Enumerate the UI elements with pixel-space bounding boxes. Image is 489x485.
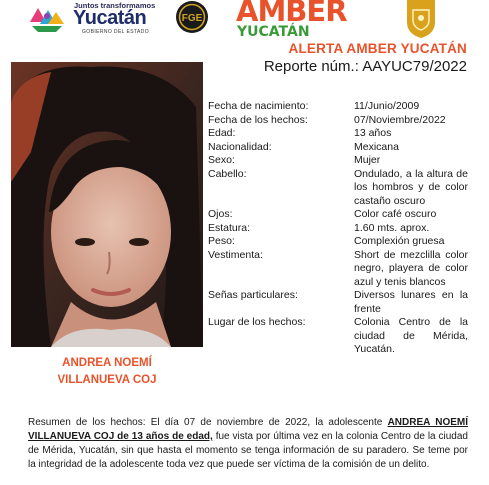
amber-logo-sub: YUCATÁN	[237, 24, 310, 40]
fact-label: Fecha de los hechos:	[208, 113, 308, 126]
fge-label: FGE	[181, 13, 203, 24]
gov-subtitle: GOBIERNO DEL ESTADO	[82, 29, 150, 35]
fact-value: 07/Noviembre/2022	[354, 113, 446, 126]
missing-person-photo	[11, 62, 203, 347]
fact-value: Ondulado, a la altura de los hombros y de color castaño oscuro	[354, 167, 468, 207]
missing-person-name	[11, 355, 203, 389]
header	[0, 0, 489, 40]
summary-highlight: ANDREA NOEMÍ VILLANUEVA COJ de 13 años de edad,	[28, 417, 468, 442]
fact-value: 13 años	[354, 127, 392, 139]
fact-value: Short de mezclilla color negro, playera de color azul y tenis blancos	[354, 248, 468, 288]
fact-row-event-date	[208, 114, 470, 128]
fact-row-weight	[208, 235, 470, 249]
fact-row-height	[208, 222, 470, 236]
portrait-image	[11, 62, 203, 347]
yucatan-logo-mark-icon	[26, 2, 68, 34]
fact-label: Señas particulares:	[208, 289, 298, 301]
amber-logo-word: AMBER	[236, 0, 347, 28]
fact-label: Edad:	[208, 127, 236, 139]
name-line-2: VILLANUEVA COJ	[57, 374, 157, 386]
summary-text-2: fue vista por última vez en la colonia Centro de la ciudad de Mérida, Yucatán, sin que hasta el momento se tenga información de su paradero. Se teme por la integridad de la adolescente toda vez que puede ser víctima de la comisión de un delito.	[28, 431, 468, 470]
fact-label: Ojos:	[208, 208, 233, 220]
fact-value: 1.60 mts. aprox.	[354, 221, 430, 234]
fact-label: Vestimenta:	[208, 248, 263, 261]
fact-label: Peso:	[208, 235, 235, 247]
amber-alert-logo	[233, 0, 347, 42]
fact-value: Color café oscuro	[354, 208, 437, 220]
fact-label: Estatura:	[208, 221, 251, 234]
fact-row-clothing	[208, 249, 470, 290]
alert-title: ALERTA AMBER YUCATÁN	[288, 41, 467, 56]
summary-paragraph	[28, 416, 468, 472]
fge-seal-icon	[172, 0, 212, 34]
gov-tagline: Juntos transformamos	[74, 1, 156, 10]
fact-value: 11/Junio/2009	[354, 100, 420, 112]
fact-row-eyes	[208, 208, 470, 222]
fact-value: Mexicana	[354, 140, 399, 153]
fact-row-nationality	[208, 141, 470, 155]
fact-row-hair	[208, 168, 470, 209]
summary-lead: Resumen de los hechos:	[28, 417, 146, 428]
facts-table	[208, 100, 470, 357]
fact-row-marks	[208, 289, 470, 316]
fact-row-location	[208, 316, 470, 357]
fact-value: Mujer	[354, 154, 381, 166]
fact-label: Sexo:	[208, 154, 235, 166]
fact-row-birthdate	[208, 100, 470, 114]
summary-text-1: El día 07 de noviembre de 2022, la adolescente	[145, 417, 388, 428]
fact-value: Colonia Centro de la ciudad de Mérida, Yucatán.	[354, 316, 468, 355]
fact-row-age	[208, 127, 470, 141]
yucatan-government-logo	[26, 0, 166, 38]
fact-label: Nacionalidad:	[208, 140, 272, 153]
fact-label: Lugar de los hechos:	[208, 316, 306, 328]
state-shield-icon	[405, 0, 437, 38]
name-line-1: ANDREA NOEMÍ	[62, 357, 152, 369]
gov-name: Yucatán	[73, 7, 147, 29]
fact-value: Complexión gruesa	[354, 235, 445, 247]
fact-label: Cabello:	[208, 167, 247, 180]
fact-row-sex	[208, 154, 470, 168]
report-number: Reporte núm.: AAYUC79/2022	[263, 58, 467, 75]
fact-value: Diversos lunares en la frente	[354, 289, 468, 315]
fact-label: Fecha de nacimiento:	[208, 100, 309, 112]
